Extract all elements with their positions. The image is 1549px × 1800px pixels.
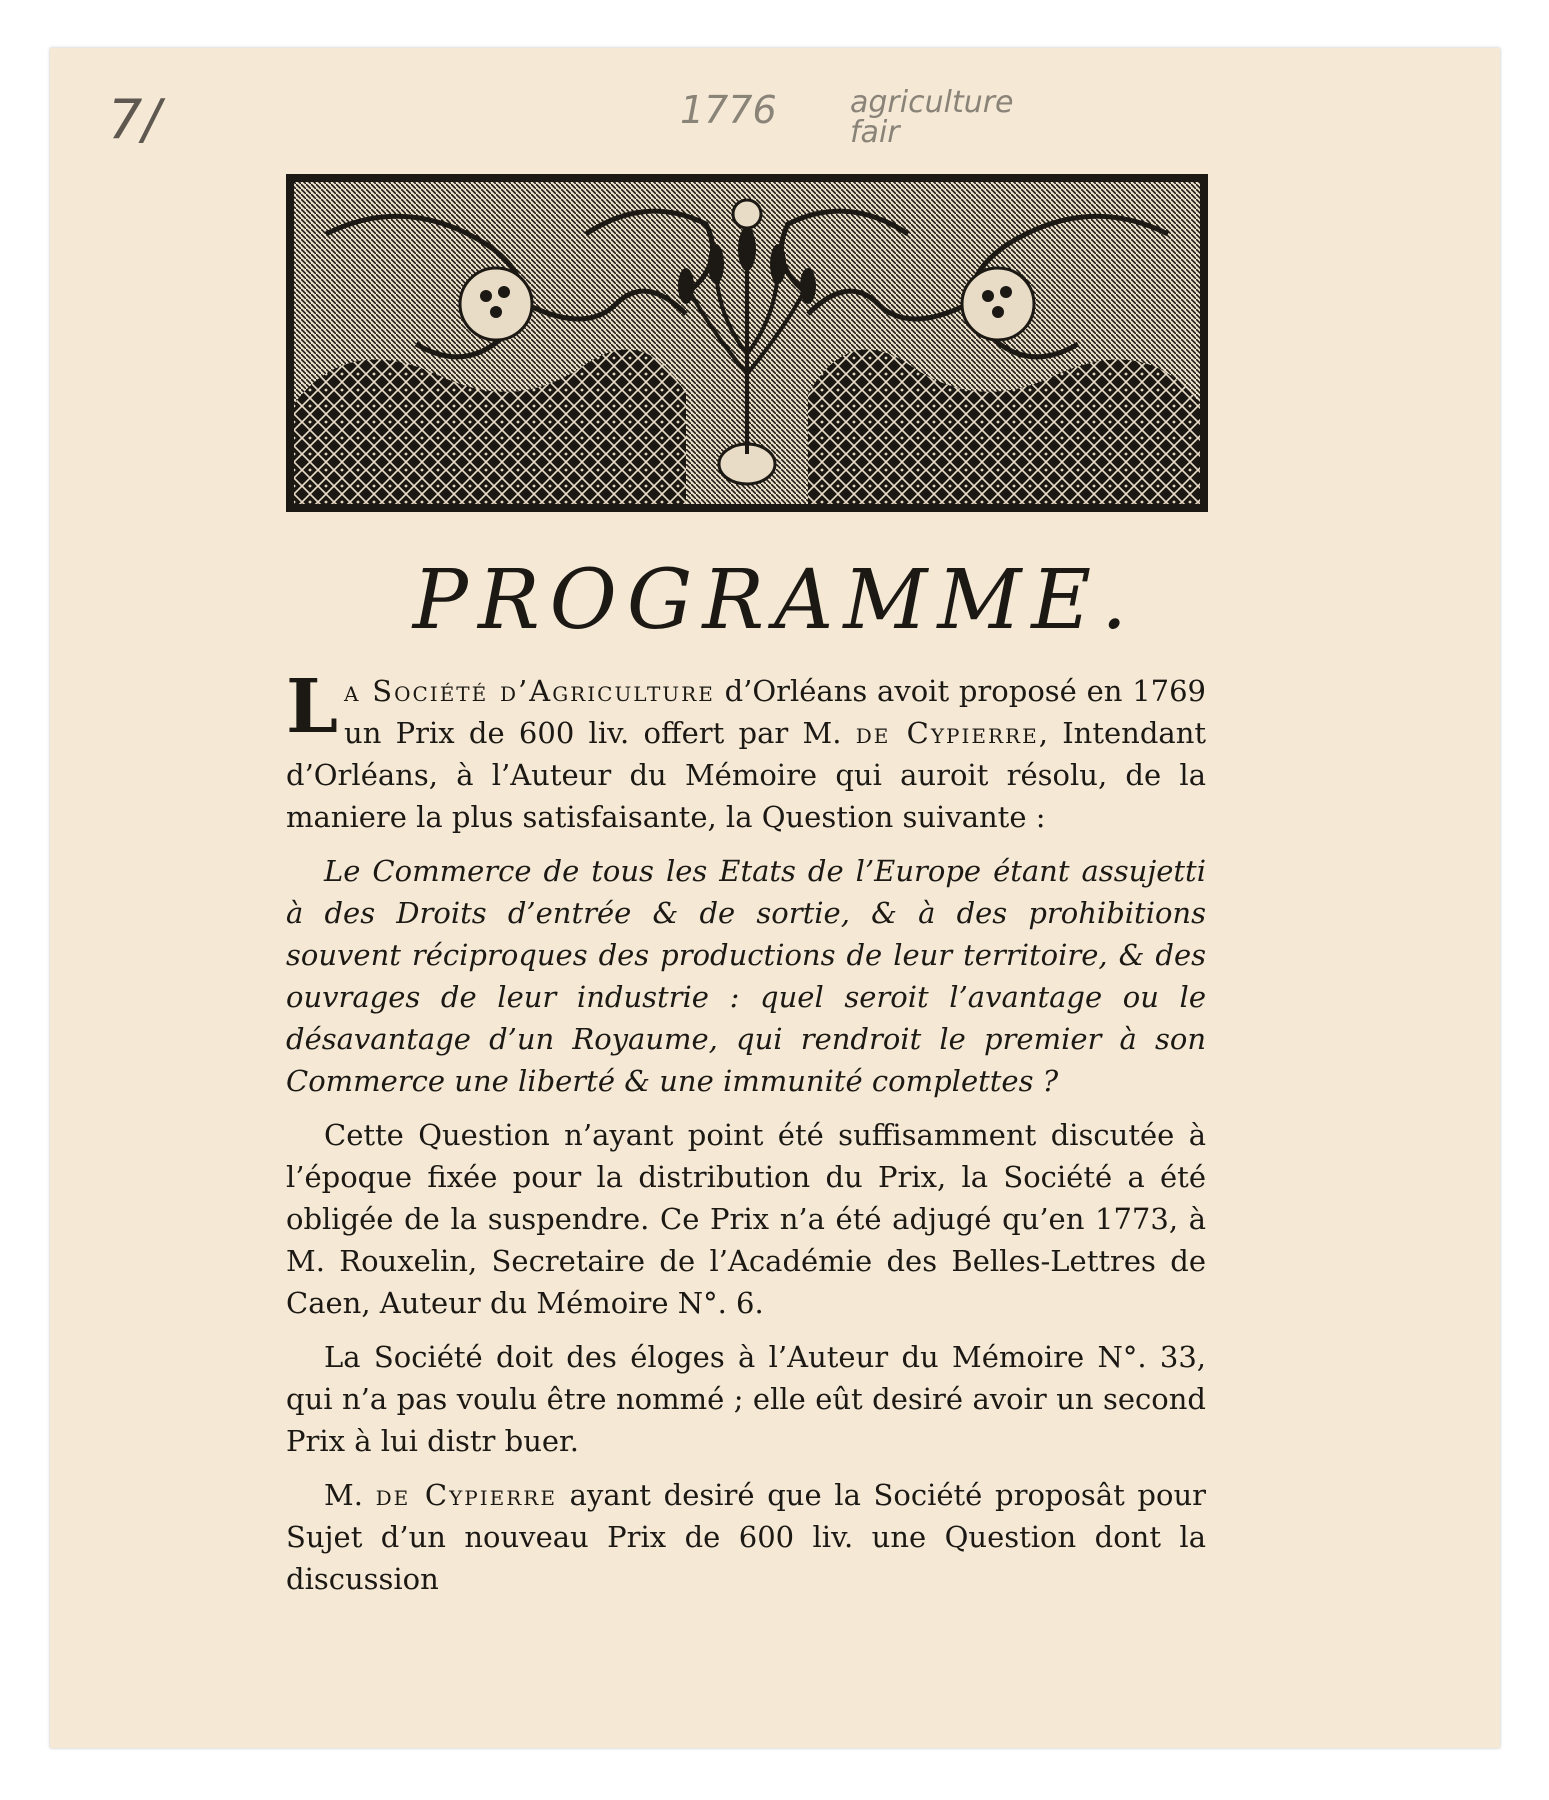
year-annotation: 1776	[680, 88, 777, 132]
drop-cap: L	[286, 664, 339, 750]
paragraph-1-text-b: , Intendant d’Orléans, à l’Auteur du Mémoire qui auroit résolu, de la maniere la plus satisfaisante, la Question suivante :	[286, 716, 1207, 834]
folio-annotation: 7/	[108, 88, 161, 151]
paragraph-1-text-a: d’Orléans avoit proposé en 1769 un Prix de 600 liv. offert par M.	[344, 674, 1206, 750]
paragraph-4	[286, 1474, 1206, 1600]
intendant-name-2: de Cypierre	[375, 1478, 557, 1512]
paragraph-2: Cette Question n’ayant point été suffisamment discutée à l’époque fixée pour la distribution du Prix, la Société a été obligée de la suspendre. Ce Prix n’a été adjugé qu’en 1773, à M. Rouxelin, Secretaire de l’Académie des Belles-Lettres de Caen, Auteur du Mémoire N°. 6.	[286, 1118, 1206, 1320]
document-title: PROGRAMME.	[412, 553, 1138, 648]
paragraph-4-text-b: ayant desiré que la Société proposât pour Sujet d’un nouveau Prix de 600 liv. une Question dont la discussion	[286, 1478, 1206, 1596]
document-body	[286, 664, 1207, 1612]
society-name: a Société d’Agriculture	[344, 674, 715, 708]
paragraph-3: La Société doit des éloges à l’Auteur du Mémoire N°. 33, qui n’a pas voulu être nommé ; elle eût desiré avoir un second Prix à lui distr buer.	[286, 1340, 1206, 1458]
paragraph-1	[286, 664, 1207, 838]
prize-question: Le Commerce de tous les Etats de l’Europe étant assujetti à des Droits d’entrée & de sortie, & à des prohibitions souvent réciproques des productions de leur territoire, & des ouvrages de leur industrie : quel seroit l’avantage ou le désavantage d’un Royaume, qui rendroit le premier à son Commerce une liberté & une immunité complettes ?	[286, 854, 1206, 1098]
subject-annotation: agriculture fair	[850, 85, 1014, 150]
intendant-name: de Cypierre	[855, 716, 1039, 750]
woodcut-ornament	[286, 174, 1208, 512]
document-page	[50, 48, 1500, 1748]
paragraph-4-text-a: M.	[324, 1478, 376, 1512]
